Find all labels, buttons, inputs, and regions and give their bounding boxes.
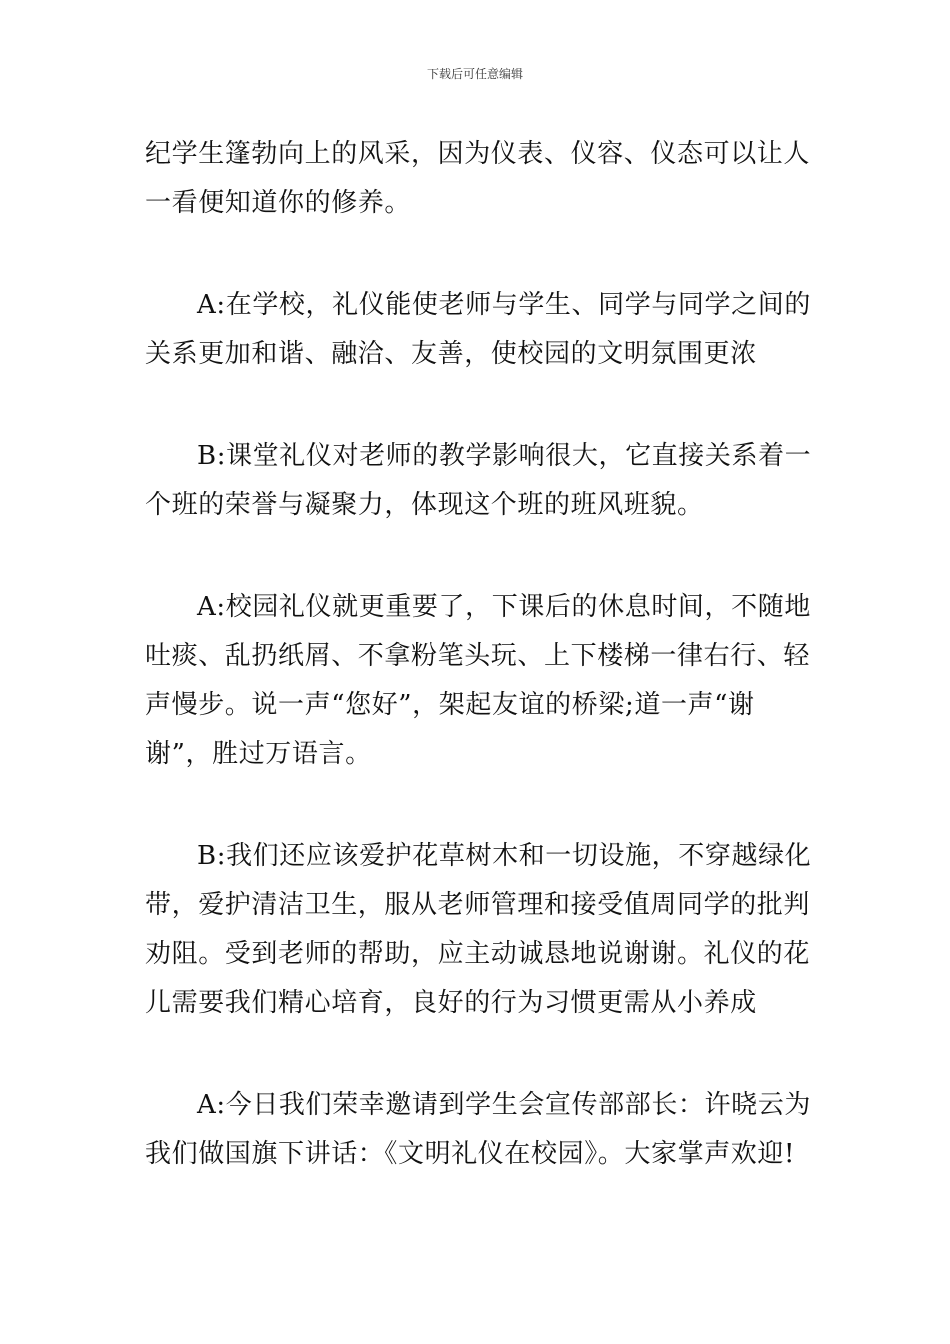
paragraph-spacer xyxy=(145,379,810,432)
paragraph-5 xyxy=(145,832,810,1028)
paragraph-3 xyxy=(145,432,810,530)
text-line: 一看便知道你的修养。 xyxy=(145,188,412,218)
text-line: B:我们还应该爱护花草树木和一切设施，不穿越绿化 xyxy=(197,841,812,871)
document-body xyxy=(145,130,810,1179)
text-line: 纪学生篷勃向上的风采，因为仪表、仪容、仪态可以让人 xyxy=(145,139,811,169)
page-header: 下载后可任意编辑 xyxy=(426,67,523,81)
paragraph-spacer xyxy=(145,530,810,583)
paragraph-6 xyxy=(145,1081,810,1179)
paragraph-spacer xyxy=(145,1028,810,1081)
text-line: 关系更加和谐、融洽、友善，使校园的文明氛围更浓 xyxy=(145,339,757,369)
paragraph-2 xyxy=(145,281,810,379)
text-line: 劝阻。受到老师的帮助，应主动诚恳地说谢谢。礼仪的花 xyxy=(145,939,811,969)
paragraph-4 xyxy=(145,583,810,779)
text-line: B:课堂礼仪对老师的教学影响很大，它直接关系着一 xyxy=(197,441,812,471)
text-line: 我们做国旗下讲话：《文明礼仪在校园》。大家掌声欢迎! xyxy=(145,1139,796,1169)
paragraph-1 xyxy=(145,130,810,228)
text-line: 儿需要我们精心培育，良好的行为习惯更需从小养成 xyxy=(145,988,757,1018)
text-line: A:在学校，礼仪能使老师与学生、同学与同学之间的 xyxy=(197,290,811,320)
text-line: A:校园礼仪就更重要了，下课后的休息时间，不随地 xyxy=(197,592,811,622)
text-line: 带，爱护清洁卫生，服从老师管理和接受值周同学的批判 xyxy=(145,890,811,920)
text-line: 谢”，胜过万语言。 xyxy=(145,739,372,769)
paragraph-spacer xyxy=(145,228,810,281)
text-line: 吐痰、乱扔纸屑、不拿粉笔头玩、上下楼梯一律右行、轻 xyxy=(145,641,811,671)
text-line: A:今日我们荣幸邀请到学生会宣传部部长：许晓云为 xyxy=(197,1090,811,1120)
paragraph-spacer xyxy=(145,779,810,832)
text-line: 个班的荣誉与凝聚力，体现这个班的班风班貌。 xyxy=(145,490,704,520)
text-line: 声慢步。说一声“您好”，架起友谊的桥梁;道一声“谢 xyxy=(145,690,755,720)
